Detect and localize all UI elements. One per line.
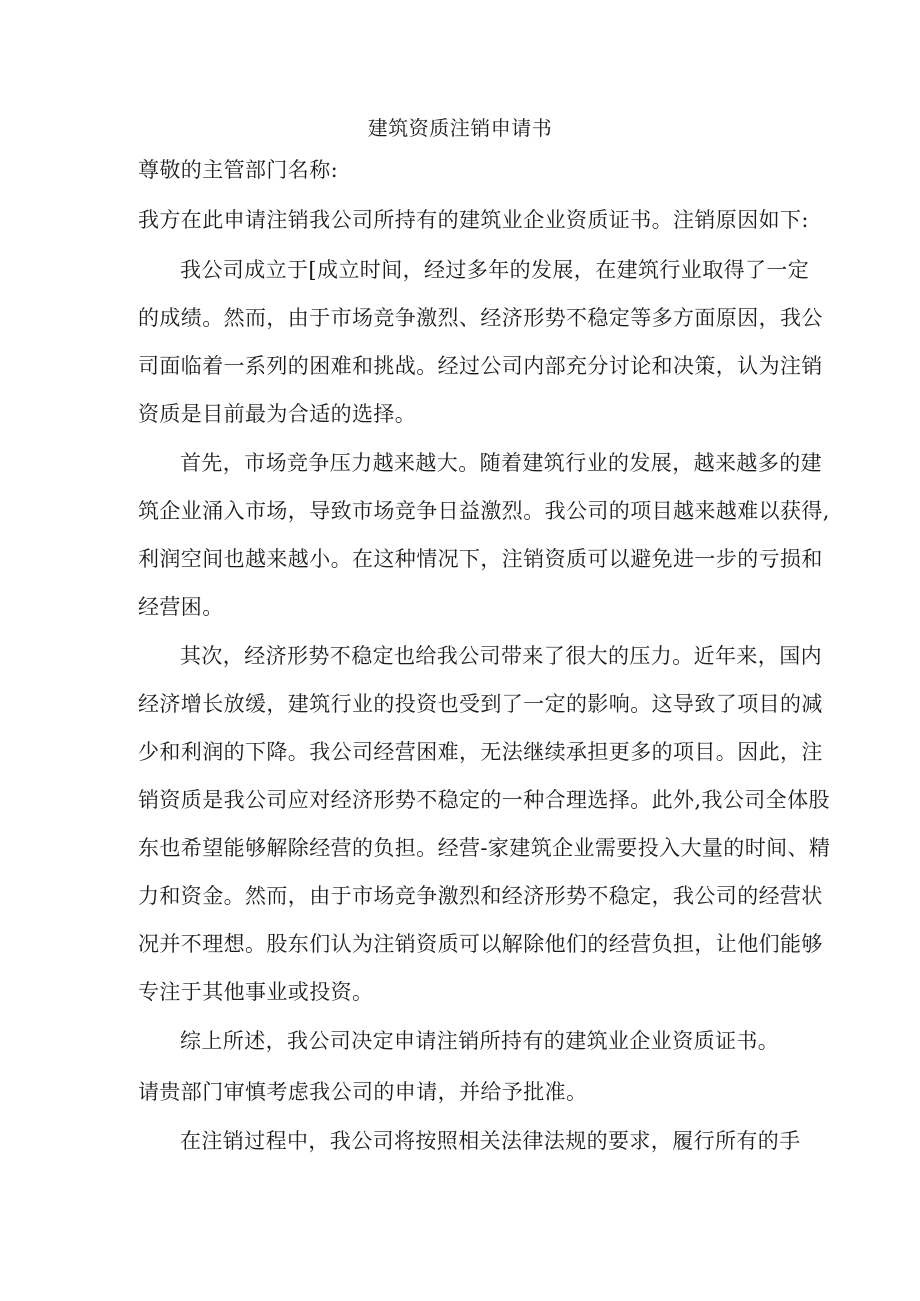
paragraph-3-line: 销资质是我公司应对经济形势不稳定的一种合理选择。此外,我公司全体股 <box>138 788 830 812</box>
paragraph-3-line: 少和利润的下降。我公司经营困难，无法继续承担更多的项目。因此，注 <box>138 740 823 764</box>
paragraph-2-line: 利润空间也越来越小。在这种情况下，注销资质可以避免进一步的亏损和 <box>138 547 823 571</box>
paragraph-1-line: 我公司成立于[成立时间，经过多年的发展，在建筑行业取得了一定 <box>180 258 810 282</box>
intro-line: 我方在此申请注销我公司所持有的建筑业企业资质证书。注销原因如下: <box>138 208 809 232</box>
paragraph-3-line: 经济增长放缓，建筑行业的投资也受到了一定的影响。这导致了项目的减 <box>138 692 823 716</box>
paragraph-2-line: 经营困。 <box>138 595 224 619</box>
paragraph-3-line: 其次，经济形势不稳定也给我公司带来了很大的压力。近年来，国内 <box>180 644 822 668</box>
paragraph-3-line: 专注于其他事业或投资。 <box>138 980 374 1004</box>
paragraph-1-line: 资质是目前最为合适的选择。 <box>138 402 417 426</box>
closing-line: 在注销过程中，我公司将按照相关法律法规的要求，履行所有的手 <box>180 1129 801 1153</box>
paragraph-1-line: 司面临着一系列的困难和挑战。经过公司内部充分讨论和决策，认为注销 <box>138 354 823 378</box>
paragraph-3-line: 况并不理想。股东们认为注销资质可以解除他们的经营负担，让他们能够 <box>138 932 823 956</box>
paragraph-2-line: 首先，市场竞争压力越来越大。随着建筑行业的发展，越来越多的建 <box>180 451 822 475</box>
paragraph-2-line: 筑企业涌入市场，导致市场竞争日益激烈。我公司的项目越来越难以获得, <box>138 499 830 523</box>
conclusion-line: 综上所述，我公司决定申请注销所持有的建筑业企业资质证书。 <box>180 1029 780 1053</box>
paragraph-1-line: 的成绩。然而，由于市场竞争激烈、经济形势不稳定等多方面原因，我公 <box>138 306 823 330</box>
request-line: 请贵部门审慎考虑我公司的申请，并给予批准。 <box>138 1080 588 1104</box>
salutation: 尊敬的主管部门名称: <box>138 158 339 182</box>
paragraph-3-line: 东也希望能够解除经营的负担。经营-家建筑企业需要投入大量的时间、精 <box>138 836 831 860</box>
document-title: 建筑资质注销申请书 <box>367 116 553 140</box>
paragraph-3-line: 力和资金。然而，由于市场竞争激烈和经济形势不稳定，我公司的经营状 <box>138 884 823 908</box>
